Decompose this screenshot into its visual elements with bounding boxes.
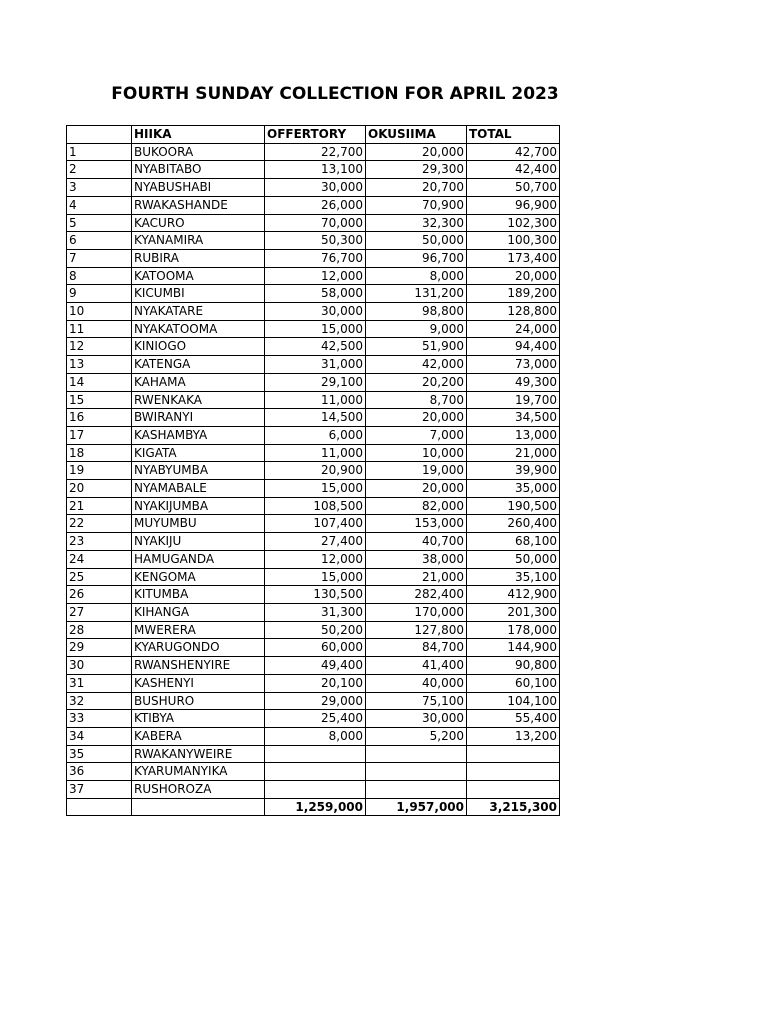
okusiima-cell: 8,000 <box>366 267 467 285</box>
hiika-cell: KYARUGONDO <box>132 639 265 657</box>
total-cell: 50,000 <box>467 550 560 568</box>
row-number-cell: 16 <box>67 409 132 427</box>
okusiima-cell: 127,800 <box>366 621 467 639</box>
row-number-cell: 15 <box>67 391 132 409</box>
total-cell: 34,500 <box>467 409 560 427</box>
offertory-cell: 50,200 <box>265 621 366 639</box>
table-row <box>67 639 560 657</box>
okusiima-cell: 19,000 <box>366 462 467 480</box>
row-number-cell: 25 <box>67 568 132 586</box>
total-cell: 260,400 <box>467 515 560 533</box>
table-row <box>67 373 560 391</box>
total-cell: 90,800 <box>467 657 560 675</box>
offertory-cell: 60,000 <box>265 639 366 657</box>
okusiima-cell: 21,000 <box>366 568 467 586</box>
table-row <box>67 568 560 586</box>
table-row <box>67 674 560 692</box>
hiika-cell: KACURO <box>132 214 265 232</box>
okusiima-cell: 153,000 <box>366 515 467 533</box>
total-cell: 49,300 <box>467 373 560 391</box>
row-number-cell: 33 <box>67 710 132 728</box>
total-cell: 94,400 <box>467 338 560 356</box>
row-number-cell: 37 <box>67 781 132 799</box>
hiika-cell: HAMUGANDA <box>132 550 265 568</box>
offertory-cell: 58,000 <box>265 285 366 303</box>
offertory-cell: 22,700 <box>265 143 366 161</box>
total-cell: 104,100 <box>467 692 560 710</box>
offertory-cell: 20,100 <box>265 674 366 692</box>
offertory-cell: 76,700 <box>265 249 366 267</box>
table-row <box>67 303 560 321</box>
row-number-cell: 14 <box>67 373 132 391</box>
hiika-cell: RUSHOROZA <box>132 781 265 799</box>
offertory-cell: 31,300 <box>265 603 366 621</box>
total-cell <box>467 781 560 799</box>
table-row <box>67 249 560 267</box>
column-header: TOTAL <box>467 126 560 144</box>
header-row <box>67 126 560 144</box>
offertory-cell: 27,400 <box>265 533 366 551</box>
okusiima-cell: 20,700 <box>366 179 467 197</box>
table-row <box>67 196 560 214</box>
row-number-cell: 23 <box>67 533 132 551</box>
total-cell: 68,100 <box>467 533 560 551</box>
table-row <box>67 338 560 356</box>
offertory-cell: 11,000 <box>265 391 366 409</box>
table-row <box>67 710 560 728</box>
okusiima-cell <box>366 745 467 763</box>
okusiima-cell: 96,700 <box>366 249 467 267</box>
offertory-cell: 14,500 <box>265 409 366 427</box>
okusiima-cell: 5,200 <box>366 727 467 745</box>
total-cell: 201,300 <box>467 603 560 621</box>
table-row <box>67 692 560 710</box>
table-row <box>67 533 560 551</box>
column-header: HIIKA <box>132 126 265 144</box>
okusiima-cell: 30,000 <box>366 710 467 728</box>
column-header <box>67 126 132 144</box>
offertory-cell: 20,900 <box>265 462 366 480</box>
hiika-cell: KITUMBA <box>132 586 265 604</box>
hiika-cell: KATOOMA <box>132 267 265 285</box>
table-row <box>67 515 560 533</box>
total-cell: 42,700 <box>467 143 560 161</box>
okusiima-cell: 32,300 <box>366 214 467 232</box>
offertory-cell: 12,000 <box>265 267 366 285</box>
hiika-cell: BUSHURO <box>132 692 265 710</box>
offertory-cell: 29,100 <box>265 373 366 391</box>
row-number-cell: 36 <box>67 763 132 781</box>
table-row <box>67 409 560 427</box>
table-row <box>67 320 560 338</box>
total-cell: 13,200 <box>467 727 560 745</box>
total-cell: 20,000 <box>467 267 560 285</box>
offertory-cell: 49,400 <box>265 657 366 675</box>
okusiima-cell: 29,300 <box>366 161 467 179</box>
okusiima-cell: 40,700 <box>366 533 467 551</box>
hiika-cell: NYAKATOOMA <box>132 320 265 338</box>
total-cell: 412,900 <box>467 586 560 604</box>
table-row <box>67 657 560 675</box>
total-cell: 73,000 <box>467 356 560 374</box>
okusiima-cell: 75,100 <box>366 692 467 710</box>
okusiima-cell: 20,000 <box>366 143 467 161</box>
hiika-cell: KICUMBI <box>132 285 265 303</box>
okusiima-cell: 82,000 <box>366 497 467 515</box>
row-number-cell: 2 <box>67 161 132 179</box>
okusiima-cell: 41,400 <box>366 657 467 675</box>
total-cell: 39,900 <box>467 462 560 480</box>
hiika-cell: RWAKANYWEIRE <box>132 745 265 763</box>
table-row <box>67 161 560 179</box>
row-number-cell: 26 <box>67 586 132 604</box>
table-row <box>67 763 560 781</box>
row-number-cell: 3 <box>67 179 132 197</box>
okusiima-cell: 70,900 <box>366 196 467 214</box>
row-number-cell: 13 <box>67 356 132 374</box>
row-number-cell: 31 <box>67 674 132 692</box>
offertory-cell: 6,000 <box>265 426 366 444</box>
row-number-cell: 20 <box>67 480 132 498</box>
table-row <box>67 621 560 639</box>
column-header: OKUSIIMA <box>366 126 467 144</box>
offertory-cell: 26,000 <box>265 196 366 214</box>
offertory-cell: 108,500 <box>265 497 366 515</box>
row-number-cell: 11 <box>67 320 132 338</box>
hiika-cell: RWAKASHANDE <box>132 196 265 214</box>
table-row <box>67 267 560 285</box>
okusiima-cell: 10,000 <box>366 444 467 462</box>
table-row <box>67 550 560 568</box>
total-cell: 173,400 <box>467 249 560 267</box>
row-number-cell: 10 <box>67 303 132 321</box>
hiika-cell: KINIOGO <box>132 338 265 356</box>
row-number-cell: 4 <box>67 196 132 214</box>
okusiima-cell: 38,000 <box>366 550 467 568</box>
totals-row <box>67 798 560 816</box>
hiika-cell: KENGOMA <box>132 568 265 586</box>
okusiima-cell: 20,000 <box>366 409 467 427</box>
total-cell: 24,000 <box>467 320 560 338</box>
okusiima-cell <box>366 781 467 799</box>
offertory-cell: 12,000 <box>265 550 366 568</box>
page-title: FOURTH SUNDAY COLLECTION FOR APRIL 2023 <box>111 84 559 104</box>
hiika-cell: RUBIRA <box>132 249 265 267</box>
okusiima-cell: 282,400 <box>366 586 467 604</box>
table-row <box>67 745 560 763</box>
table-row <box>67 462 560 480</box>
hiika-cell: KTIBYA <box>132 710 265 728</box>
okusiima-cell: 8,700 <box>366 391 467 409</box>
table-row <box>67 356 560 374</box>
table-row <box>67 391 560 409</box>
row-number-cell: 8 <box>67 267 132 285</box>
offertory-cell: 15,000 <box>265 568 366 586</box>
hiika-cell: RWANSHENYIRE <box>132 657 265 675</box>
hiika-cell: NYABUSHABI <box>132 179 265 197</box>
okusiima-cell: 9,000 <box>366 320 467 338</box>
offertory-cell: 15,000 <box>265 320 366 338</box>
total-cell: 128,800 <box>467 303 560 321</box>
table-row <box>67 232 560 250</box>
total-cell: 21,000 <box>467 444 560 462</box>
offertory-cell: 13,100 <box>265 161 366 179</box>
hiika-cell: NYAKATARE <box>132 303 265 321</box>
total-cell: 189,200 <box>467 285 560 303</box>
okusiima-cell: 50,000 <box>366 232 467 250</box>
offertory-cell <box>265 745 366 763</box>
offertory-cell: 30,000 <box>265 179 366 197</box>
table-row <box>67 143 560 161</box>
offertory-cell: 70,000 <box>265 214 366 232</box>
row-number-cell: 5 <box>67 214 132 232</box>
table-row <box>67 497 560 515</box>
total-cell: 3,215,300 <box>467 798 560 816</box>
okusiima-cell: 20,000 <box>366 480 467 498</box>
hiika-cell: KASHENYI <box>132 674 265 692</box>
table-row <box>67 285 560 303</box>
okusiima-cell: 131,200 <box>366 285 467 303</box>
hiika-cell: NYABITABO <box>132 161 265 179</box>
okusiima-cell: 42,000 <box>366 356 467 374</box>
offertory-cell: 107,400 <box>265 515 366 533</box>
table-body <box>67 126 560 816</box>
hiika-cell: NYAKIJU <box>132 533 265 551</box>
row-number-cell: 18 <box>67 444 132 462</box>
row-number-cell: 28 <box>67 621 132 639</box>
hiika-cell: NYABYUMBA <box>132 462 265 480</box>
row-number-cell: 34 <box>67 727 132 745</box>
table-row <box>67 444 560 462</box>
hiika-cell: NYAMABALE <box>132 480 265 498</box>
total-cell <box>467 763 560 781</box>
row-number-cell: 12 <box>67 338 132 356</box>
row-number-cell: 24 <box>67 550 132 568</box>
table-row <box>67 781 560 799</box>
total-cell: 100,300 <box>467 232 560 250</box>
hiika-cell: KATENGA <box>132 356 265 374</box>
row-number-cell: 35 <box>67 745 132 763</box>
row-number-cell: 21 <box>67 497 132 515</box>
offertory-cell: 29,000 <box>265 692 366 710</box>
row-number-cell: 22 <box>67 515 132 533</box>
offertory-cell: 8,000 <box>265 727 366 745</box>
total-cell: 96,900 <box>467 196 560 214</box>
okusiima-cell <box>366 763 467 781</box>
okusiima-cell: 51,900 <box>366 338 467 356</box>
total-cell: 144,900 <box>467 639 560 657</box>
offertory-cell <box>265 781 366 799</box>
offertory-cell <box>265 763 366 781</box>
hiika-cell: KABERA <box>132 727 265 745</box>
hiika-cell: NYAKIJUMBA <box>132 497 265 515</box>
total-cell: 102,300 <box>467 214 560 232</box>
okusiima-cell: 1,957,000 <box>366 798 467 816</box>
okusiima-cell: 20,200 <box>366 373 467 391</box>
hiika-cell: MWERERA <box>132 621 265 639</box>
total-cell: 190,500 <box>467 497 560 515</box>
total-cell: 35,100 <box>467 568 560 586</box>
table-row <box>67 727 560 745</box>
row-number-cell: 17 <box>67 426 132 444</box>
offertory-cell: 130,500 <box>265 586 366 604</box>
row-number-cell: 30 <box>67 657 132 675</box>
row-number-cell: 19 <box>67 462 132 480</box>
hiika-cell <box>132 798 265 816</box>
hiika-cell: KYANAMIRA <box>132 232 265 250</box>
offertory-cell: 15,000 <box>265 480 366 498</box>
okusiima-cell: 40,000 <box>366 674 467 692</box>
row-number-cell: 27 <box>67 603 132 621</box>
row-number-cell: 7 <box>67 249 132 267</box>
okusiima-cell: 98,800 <box>366 303 467 321</box>
hiika-cell: RWENKAKA <box>132 391 265 409</box>
table-row <box>67 426 560 444</box>
hiika-cell: KIGATA <box>132 444 265 462</box>
offertory-cell: 30,000 <box>265 303 366 321</box>
hiika-cell: KYARUMANYIKA <box>132 763 265 781</box>
hiika-cell: KIHANGA <box>132 603 265 621</box>
offertory-cell: 11,000 <box>265 444 366 462</box>
table-row <box>67 179 560 197</box>
collection-table <box>66 125 560 816</box>
row-number-cell: 32 <box>67 692 132 710</box>
row-number-cell: 1 <box>67 143 132 161</box>
total-cell: 50,700 <box>467 179 560 197</box>
column-header: OFFERTORY <box>265 126 366 144</box>
okusiima-cell: 84,700 <box>366 639 467 657</box>
table-row <box>67 214 560 232</box>
total-cell: 35,000 <box>467 480 560 498</box>
total-cell <box>467 745 560 763</box>
total-cell: 178,000 <box>467 621 560 639</box>
total-cell: 60,100 <box>467 674 560 692</box>
offertory-cell: 31,000 <box>265 356 366 374</box>
okusiima-cell: 170,000 <box>366 603 467 621</box>
hiika-cell: BUKOORA <box>132 143 265 161</box>
offertory-cell: 25,400 <box>265 710 366 728</box>
row-number-cell: 29 <box>67 639 132 657</box>
total-cell: 19,700 <box>467 391 560 409</box>
offertory-cell: 42,500 <box>265 338 366 356</box>
hiika-cell: KASHAMBYA <box>132 426 265 444</box>
row-number-cell: 9 <box>67 285 132 303</box>
table-row <box>67 603 560 621</box>
row-number-cell <box>67 798 132 816</box>
okusiima-cell: 7,000 <box>366 426 467 444</box>
total-cell: 13,000 <box>467 426 560 444</box>
row-number-cell: 6 <box>67 232 132 250</box>
total-cell: 55,400 <box>467 710 560 728</box>
table-row <box>67 480 560 498</box>
hiika-cell: KAHAMA <box>132 373 265 391</box>
offertory-cell: 1,259,000 <box>265 798 366 816</box>
offertory-cell: 50,300 <box>265 232 366 250</box>
table-row <box>67 586 560 604</box>
hiika-cell: BWIRANYI <box>132 409 265 427</box>
total-cell: 42,400 <box>467 161 560 179</box>
hiika-cell: MUYUMBU <box>132 515 265 533</box>
